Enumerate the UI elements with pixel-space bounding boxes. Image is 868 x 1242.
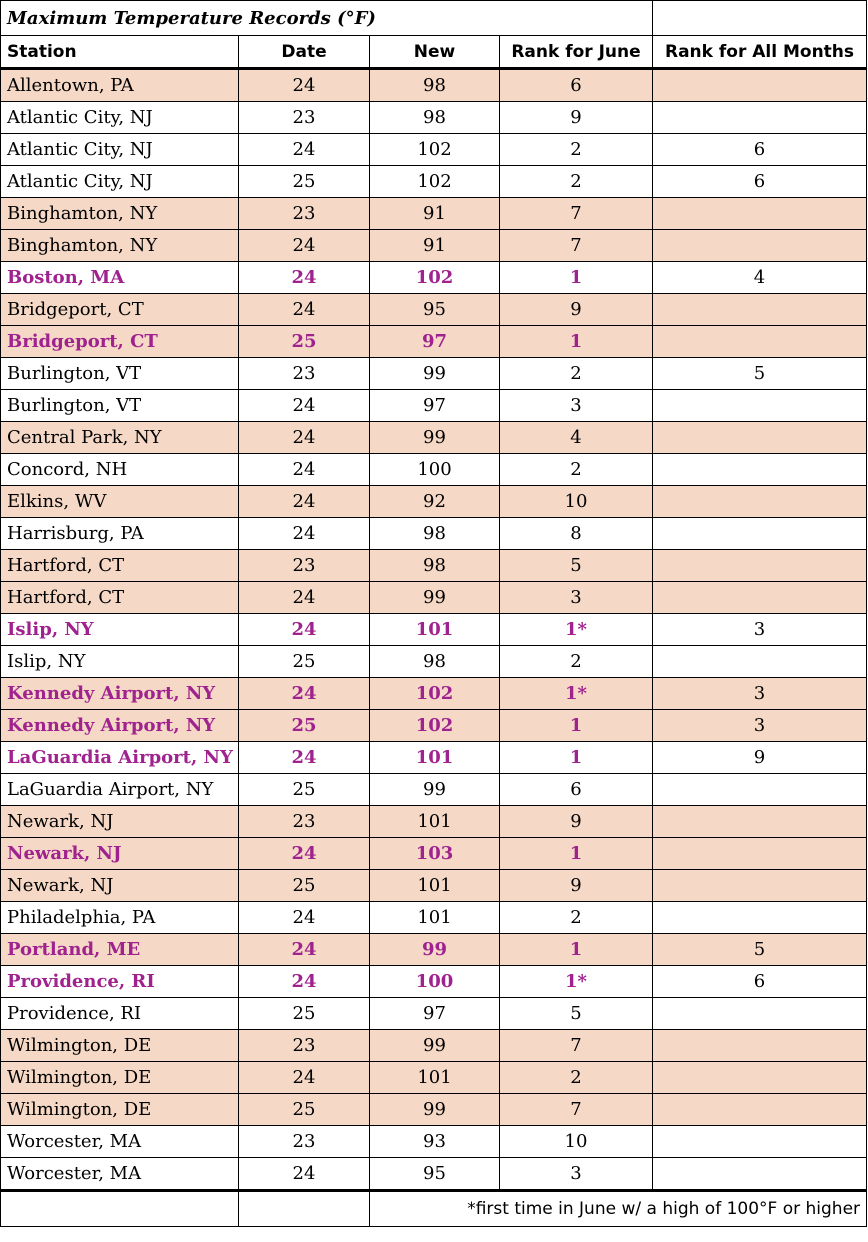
table-row: [1, 390, 867, 422]
rank-all-cell: [653, 1062, 867, 1094]
rank-all-cell: 6: [653, 134, 867, 166]
station-cell: Harrisburg, PA: [1, 518, 239, 550]
date-cell: 23: [239, 198, 370, 230]
station-cell: Worcester, MA: [1, 1126, 239, 1158]
rank-all-cell: [653, 1094, 867, 1126]
rank-june-cell: 9: [500, 806, 653, 838]
date-cell: 24: [239, 262, 370, 294]
station-cell: Wilmington, DE: [1, 1062, 239, 1094]
table-row: [1, 1126, 867, 1158]
date-cell: 24: [239, 454, 370, 486]
station-cell: Bridgeport, CT: [1, 294, 239, 326]
station-cell: Wilmington, DE: [1, 1030, 239, 1062]
date-cell: 25: [239, 710, 370, 742]
new-temp-cell: 98: [370, 518, 500, 550]
new-temp-cell: 102: [370, 134, 500, 166]
rank-june-cell: 3: [500, 582, 653, 614]
footer-blank-cell: [239, 1191, 370, 1227]
header-rank-june: Rank for June: [500, 36, 653, 69]
rank-all-cell: [653, 902, 867, 934]
new-temp-cell: 101: [370, 902, 500, 934]
new-temp-cell: 99: [370, 934, 500, 966]
rank-june-cell: 1: [500, 262, 653, 294]
date-cell: 24: [239, 614, 370, 646]
new-temp-cell: 99: [370, 1030, 500, 1062]
date-cell: 24: [239, 1158, 370, 1191]
date-cell: 24: [239, 902, 370, 934]
new-temp-cell: 99: [370, 358, 500, 390]
station-cell: Bridgeport, CT: [1, 326, 239, 358]
new-temp-cell: 102: [370, 262, 500, 294]
rank-all-cell: [653, 998, 867, 1030]
date-cell: 24: [239, 390, 370, 422]
new-temp-cell: 99: [370, 774, 500, 806]
new-temp-cell: 97: [370, 390, 500, 422]
new-temp-cell: 101: [370, 1062, 500, 1094]
rank-june-cell: 10: [500, 486, 653, 518]
date-cell: 24: [239, 486, 370, 518]
rank-all-cell: [653, 550, 867, 582]
table-row: [1, 902, 867, 934]
rank-june-cell: 9: [500, 102, 653, 134]
rank-june-cell: 2: [500, 358, 653, 390]
date-cell: 25: [239, 166, 370, 198]
date-cell: 25: [239, 774, 370, 806]
rank-june-cell: 6: [500, 69, 653, 102]
rank-june-cell: 2: [500, 134, 653, 166]
station-cell: Hartford, CT: [1, 582, 239, 614]
rank-all-cell: [653, 422, 867, 454]
station-cell: Atlantic City, NJ: [1, 102, 239, 134]
rank-june-cell: 5: [500, 998, 653, 1030]
table-row: [1, 134, 867, 166]
date-cell: 24: [239, 294, 370, 326]
new-temp-cell: 100: [370, 966, 500, 998]
rank-all-cell: 5: [653, 358, 867, 390]
rank-june-cell: 10: [500, 1126, 653, 1158]
new-temp-cell: 101: [370, 870, 500, 902]
new-temp-cell: 91: [370, 198, 500, 230]
station-cell: Newark, NJ: [1, 870, 239, 902]
rank-all-cell: 3: [653, 614, 867, 646]
rank-all-cell: [653, 582, 867, 614]
station-cell: Philadelphia, PA: [1, 902, 239, 934]
rank-all-cell: [653, 69, 867, 102]
station-cell: Wilmington, DE: [1, 1094, 239, 1126]
rank-all-cell: [653, 518, 867, 550]
rank-all-cell: 5: [653, 934, 867, 966]
rank-june-cell: 2: [500, 166, 653, 198]
station-cell: Concord, NH: [1, 454, 239, 486]
rank-june-cell: 4: [500, 422, 653, 454]
date-cell: 24: [239, 582, 370, 614]
header-station: Station: [1, 36, 239, 69]
station-cell: LaGuardia Airport, NY: [1, 774, 239, 806]
rank-june-cell: 1: [500, 934, 653, 966]
table-row: [1, 710, 867, 742]
date-cell: 23: [239, 806, 370, 838]
station-cell: Kennedy Airport, NY: [1, 710, 239, 742]
date-cell: 24: [239, 934, 370, 966]
date-cell: 23: [239, 358, 370, 390]
table-row: [1, 1094, 867, 1126]
new-temp-cell: 101: [370, 742, 500, 774]
rank-all-cell: 4: [653, 262, 867, 294]
rank-june-cell: 9: [500, 294, 653, 326]
rank-all-cell: [653, 198, 867, 230]
table-row: [1, 742, 867, 774]
rank-june-cell: 7: [500, 198, 653, 230]
rank-june-cell: 1: [500, 742, 653, 774]
date-cell: 24: [239, 1062, 370, 1094]
table-row: [1, 582, 867, 614]
rank-all-cell: [653, 1030, 867, 1062]
table-row: [1, 806, 867, 838]
table-row: [1, 646, 867, 678]
rank-june-cell: 3: [500, 1158, 653, 1191]
station-cell: LaGuardia Airport, NY: [1, 742, 239, 774]
station-cell: Hartford, CT: [1, 550, 239, 582]
table-row: [1, 518, 867, 550]
station-cell: Worcester, MA: [1, 1158, 239, 1191]
rank-all-cell: [653, 1126, 867, 1158]
station-cell: Allentown, PA: [1, 69, 239, 102]
table-title: Maximum Temperature Records (°F): [1, 1, 653, 36]
table-row: [1, 1062, 867, 1094]
new-temp-cell: 99: [370, 1094, 500, 1126]
header-row: [1, 36, 867, 69]
station-cell: Atlantic City, NJ: [1, 134, 239, 166]
rank-all-cell: [653, 1158, 867, 1191]
new-temp-cell: 100: [370, 454, 500, 486]
rank-june-cell: 8: [500, 518, 653, 550]
station-cell: Atlantic City, NJ: [1, 166, 239, 198]
rank-june-cell: 2: [500, 454, 653, 486]
rank-june-cell: 2: [500, 646, 653, 678]
rank-all-cell: [653, 454, 867, 486]
date-cell: 23: [239, 1126, 370, 1158]
station-cell: Burlington, VT: [1, 358, 239, 390]
station-cell: Boston, MA: [1, 262, 239, 294]
header-rank-all: Rank for All Months: [653, 36, 867, 69]
rank-june-cell: 1: [500, 326, 653, 358]
new-temp-cell: 91: [370, 230, 500, 262]
date-cell: 24: [239, 518, 370, 550]
date-cell: 24: [239, 966, 370, 998]
table-row: [1, 614, 867, 646]
rank-june-cell: 5: [500, 550, 653, 582]
table-row: [1, 326, 867, 358]
header-date: Date: [239, 36, 370, 69]
station-cell: Islip, NY: [1, 614, 239, 646]
rank-june-cell: 1*: [500, 678, 653, 710]
date-cell: 24: [239, 422, 370, 454]
new-temp-cell: 99: [370, 422, 500, 454]
station-cell: Providence, RI: [1, 966, 239, 998]
new-temp-cell: 97: [370, 998, 500, 1030]
rank-june-cell: 7: [500, 230, 653, 262]
rank-june-cell: 1*: [500, 966, 653, 998]
new-temp-cell: 92: [370, 486, 500, 518]
date-cell: 25: [239, 646, 370, 678]
table-row: [1, 838, 867, 870]
rank-all-cell: [653, 390, 867, 422]
table-row: [1, 934, 867, 966]
rank-june-cell: 9: [500, 870, 653, 902]
table-row: [1, 69, 867, 102]
rank-all-cell: 6: [653, 966, 867, 998]
date-cell: 25: [239, 998, 370, 1030]
rank-all-cell: [653, 486, 867, 518]
new-temp-cell: 102: [370, 678, 500, 710]
table-row: [1, 1030, 867, 1062]
rank-june-cell: 6: [500, 774, 653, 806]
date-cell: 23: [239, 102, 370, 134]
table-row: [1, 294, 867, 326]
station-cell: Binghamton, NY: [1, 198, 239, 230]
new-temp-cell: 98: [370, 102, 500, 134]
date-cell: 25: [239, 326, 370, 358]
new-temp-cell: 101: [370, 614, 500, 646]
rank-all-cell: [653, 838, 867, 870]
table-row: [1, 262, 867, 294]
table-row: [1, 166, 867, 198]
rank-june-cell: 2: [500, 1062, 653, 1094]
rank-june-cell: 3: [500, 390, 653, 422]
rank-all-cell: [653, 774, 867, 806]
date-cell: 25: [239, 870, 370, 902]
rank-june-cell: 1*: [500, 614, 653, 646]
table-row: [1, 102, 867, 134]
station-cell: Central Park, NY: [1, 422, 239, 454]
rank-all-cell: 9: [653, 742, 867, 774]
table-row: [1, 358, 867, 390]
table-row: [1, 678, 867, 710]
rank-june-cell: 2: [500, 902, 653, 934]
date-cell: 24: [239, 678, 370, 710]
new-temp-cell: 103: [370, 838, 500, 870]
station-cell: Portland, ME: [1, 934, 239, 966]
table-row: [1, 998, 867, 1030]
rank-all-cell: [653, 102, 867, 134]
table-row: [1, 230, 867, 262]
title-blank-cell: [653, 1, 867, 36]
station-cell: Islip, NY: [1, 646, 239, 678]
new-temp-cell: 95: [370, 294, 500, 326]
table-row: [1, 550, 867, 582]
date-cell: 24: [239, 838, 370, 870]
rank-june-cell: 7: [500, 1030, 653, 1062]
new-temp-cell: 98: [370, 550, 500, 582]
table-row: [1, 870, 867, 902]
new-temp-cell: 98: [370, 646, 500, 678]
new-temp-cell: 95: [370, 1158, 500, 1191]
table-row: [1, 198, 867, 230]
date-cell: 24: [239, 742, 370, 774]
new-temp-cell: 98: [370, 69, 500, 102]
rank-june-cell: 1: [500, 710, 653, 742]
date-cell: 23: [239, 550, 370, 582]
table-row: [1, 454, 867, 486]
station-cell: Burlington, VT: [1, 390, 239, 422]
station-cell: Kennedy Airport, NY: [1, 678, 239, 710]
rank-june-cell: 7: [500, 1094, 653, 1126]
rank-all-cell: [653, 646, 867, 678]
table-row: [1, 966, 867, 998]
new-temp-cell: 93: [370, 1126, 500, 1158]
rank-all-cell: [653, 230, 867, 262]
rank-all-cell: [653, 806, 867, 838]
new-temp-cell: 102: [370, 710, 500, 742]
new-temp-cell: 97: [370, 326, 500, 358]
rank-all-cell: [653, 870, 867, 902]
rank-all-cell: 6: [653, 166, 867, 198]
rank-all-cell: [653, 326, 867, 358]
date-cell: 24: [239, 230, 370, 262]
footer-row: [1, 1191, 867, 1227]
title-row: [1, 1, 867, 36]
rank-all-cell: 3: [653, 710, 867, 742]
date-cell: 25: [239, 1094, 370, 1126]
table-row: [1, 486, 867, 518]
table-row: [1, 422, 867, 454]
station-cell: Newark, NJ: [1, 838, 239, 870]
header-new: New: [370, 36, 500, 69]
new-temp-cell: 102: [370, 166, 500, 198]
date-cell: 23: [239, 1030, 370, 1062]
station-cell: Providence, RI: [1, 998, 239, 1030]
date-cell: 24: [239, 69, 370, 102]
date-cell: 24: [239, 134, 370, 166]
station-cell: Newark, NJ: [1, 806, 239, 838]
station-cell: Binghamton, NY: [1, 230, 239, 262]
footer-blank-cell: [1, 1191, 239, 1227]
new-temp-cell: 101: [370, 806, 500, 838]
footnote: *first time in June w/ a high of 100°F or higher: [370, 1191, 867, 1227]
rank-all-cell: [653, 294, 867, 326]
table-row: [1, 774, 867, 806]
station-cell: Elkins, WV: [1, 486, 239, 518]
table-row: [1, 1158, 867, 1191]
rank-all-cell: 3: [653, 678, 867, 710]
new-temp-cell: 99: [370, 582, 500, 614]
rank-june-cell: 1: [500, 838, 653, 870]
